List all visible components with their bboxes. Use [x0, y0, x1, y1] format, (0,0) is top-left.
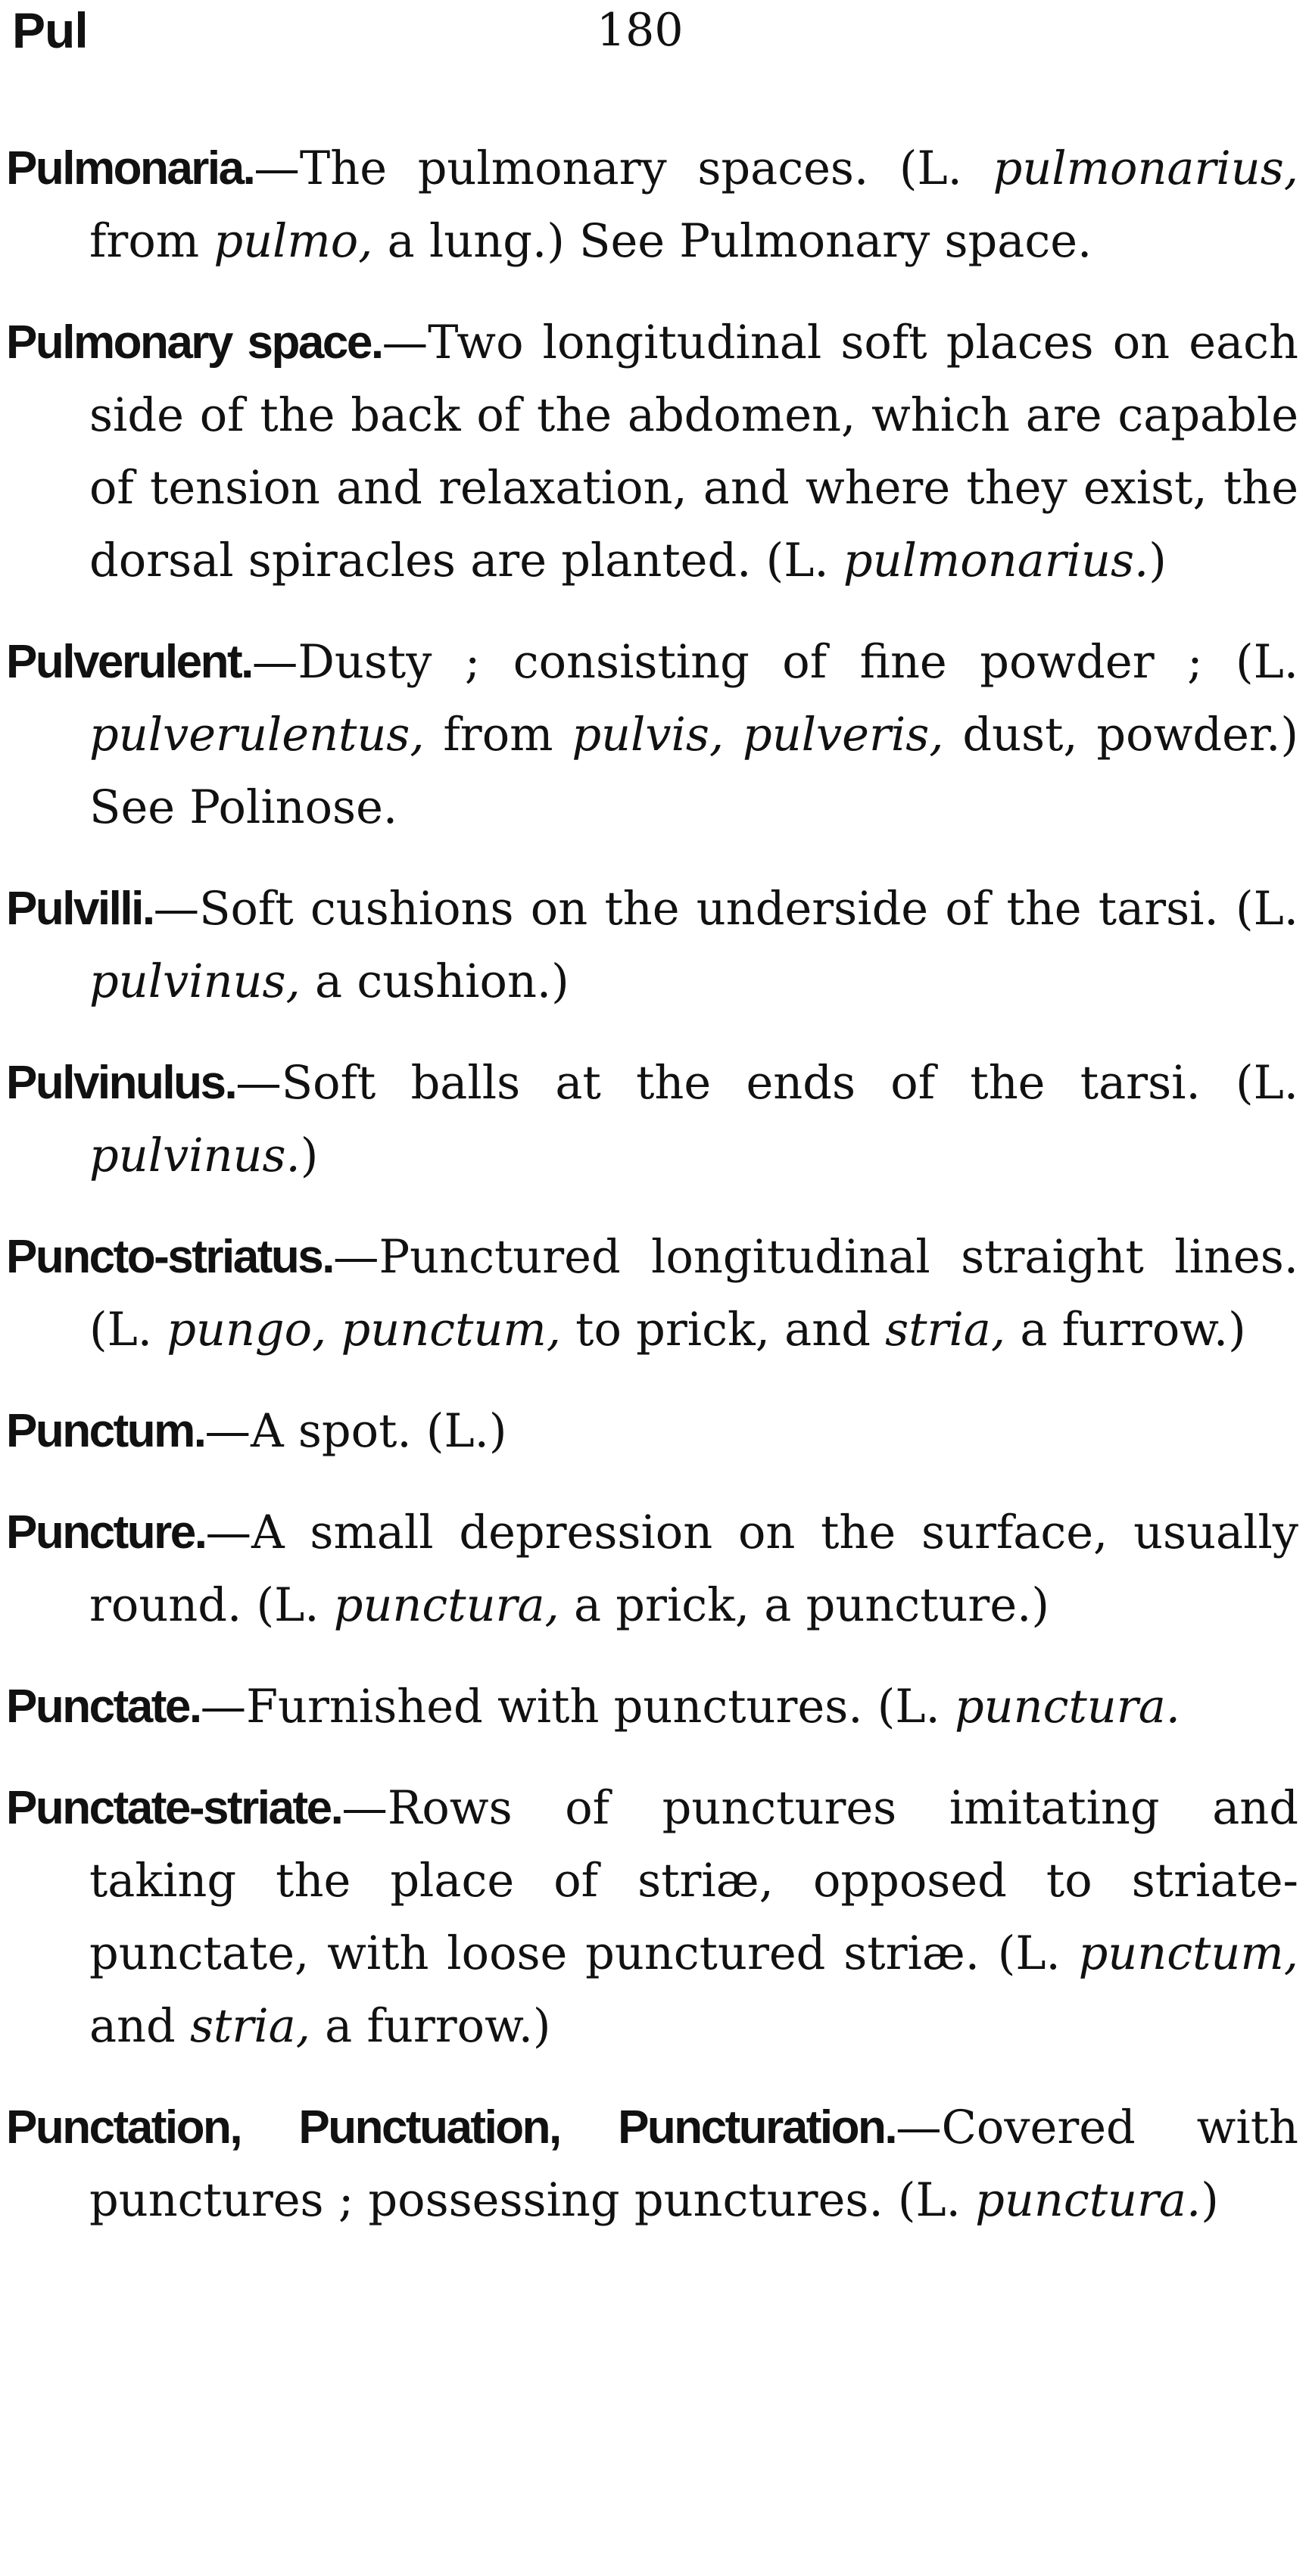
entry-headword: Punctum. — [6, 1405, 205, 1457]
page-number: 180 — [597, 4, 684, 57]
dictionary-entry — [6, 1047, 1298, 1192]
entry-definition-text: —The pulmonary spaces. (L. — [254, 142, 993, 195]
dictionary-entry — [6, 1221, 1298, 1366]
entry-headword: Pulverulent. — [6, 636, 252, 688]
entry-italic-term: punctura. — [954, 1680, 1180, 1733]
entry-definition-text: a prick, a puncture.) — [559, 1579, 1049, 1632]
entry-definition-text: ) — [1201, 2174, 1219, 2227]
entry-definition-text: from — [424, 709, 572, 762]
entry-definition-text: and — [89, 2000, 190, 2053]
entry-italic-term: punctum, — [1078, 1927, 1298, 1980]
entry-italic-term: stria, — [885, 1304, 1006, 1357]
entry-definition-text: from — [89, 215, 214, 268]
dictionary-entry — [6, 1395, 1298, 1468]
entry-italic-term: pulverulentus, — [89, 709, 425, 762]
dictionary-entry — [6, 1671, 1298, 1743]
entry-italic-term: pungo, punctum, — [167, 1304, 561, 1357]
entry-italic-term: pulvinus, — [89, 955, 301, 1008]
entry-definition-text: to prick, and — [560, 1304, 886, 1357]
dictionary-entry — [6, 1772, 1298, 2063]
entry-headword: Pulmonary space. — [6, 316, 382, 369]
entry-definition-text: —Dusty ; consisting of fine powder ; (L. — [251, 636, 1298, 689]
entry-headword: Puncture. — [6, 1506, 206, 1559]
entry-italic-term: pulvis, pulveris, — [572, 709, 944, 762]
entry-definition-text: —Furnished with punctures. (L. — [200, 1680, 955, 1733]
entry-italic-term: punctura, — [333, 1579, 559, 1632]
entry-definition-text: —Soft cushions on the underside of the tarsi. (L. — [153, 883, 1298, 936]
entry-italic-term: pulvinus. — [89, 1129, 301, 1182]
entry-definition-text: a furrow.) — [310, 2000, 551, 2053]
entry-definition-text: a furrow.) — [1005, 1304, 1246, 1357]
dictionary-entry — [6, 132, 1298, 278]
entry-definition-text: —Covered with punctures ; possessing punctures. (L. — [89, 2101, 1298, 2227]
entry-definition-text: —A small depression on the surface, usually round. (L. — [89, 1506, 1298, 1632]
entry-definition-text: —Soft balls at the ends of the tarsi. (L. — [235, 1057, 1298, 1110]
running-head: Pul — [12, 2, 88, 58]
entry-list — [6, 132, 1298, 2237]
entry-italic-term: pulmo, — [213, 215, 373, 268]
entry-definition-text: —Punctured longitudinal straight lines. (L. — [89, 1231, 1298, 1357]
dictionary-entry — [6, 873, 1298, 1018]
entry-headword: Pulvinulus. — [6, 1057, 236, 1109]
entry-definition-text: ) — [1148, 534, 1167, 587]
entry-italic-term: pulmonarius. — [843, 534, 1149, 587]
entry-italic-term: stria, — [190, 2000, 310, 2053]
entry-definition-text: ) — [300, 1129, 319, 1182]
entry-italic-term: pulmonarius, — [993, 142, 1298, 195]
entry-italic-term: punctura. — [975, 2174, 1201, 2227]
entry-headword: Punctation, Punctuation, Puncturation. — [6, 2101, 896, 2154]
dictionary-entry — [6, 2092, 1298, 2237]
entry-definition-text: —A spot. (L.) — [204, 1405, 507, 1458]
entry-definition-text: —Rows of punctures imitating and taking the place of striæ, opposed to striate-punctate, with loose punctured striæ. (L. — [89, 1782, 1298, 1980]
entry-headword: Pulmonaria. — [6, 142, 254, 195]
entry-definition-text: —Two longitudinal soft places on each side of the back of the abdomen, which are capable of tension and relaxation, and where they exist, the dorsal spiracles are planted. (L. — [89, 316, 1298, 587]
dictionary-entry — [6, 626, 1298, 844]
dictionary-entry — [6, 1497, 1298, 1642]
entry-definition-text: a lung.) See Pulmonary space. — [372, 215, 1092, 268]
entry-headword: Punctate-striate. — [6, 1782, 342, 1834]
dictionary-entry — [6, 307, 1298, 597]
page-header — [6, 0, 1298, 91]
entry-headword: Puncto-striatus. — [6, 1231, 333, 1283]
entry-definition-text: dust, powder.) See Polinose. — [89, 709, 1299, 834]
entry-headword: Punctate. — [6, 1680, 201, 1733]
entry-definition-text: a cushion.) — [300, 955, 569, 1008]
entry-headword: Pulvilli. — [6, 883, 154, 935]
